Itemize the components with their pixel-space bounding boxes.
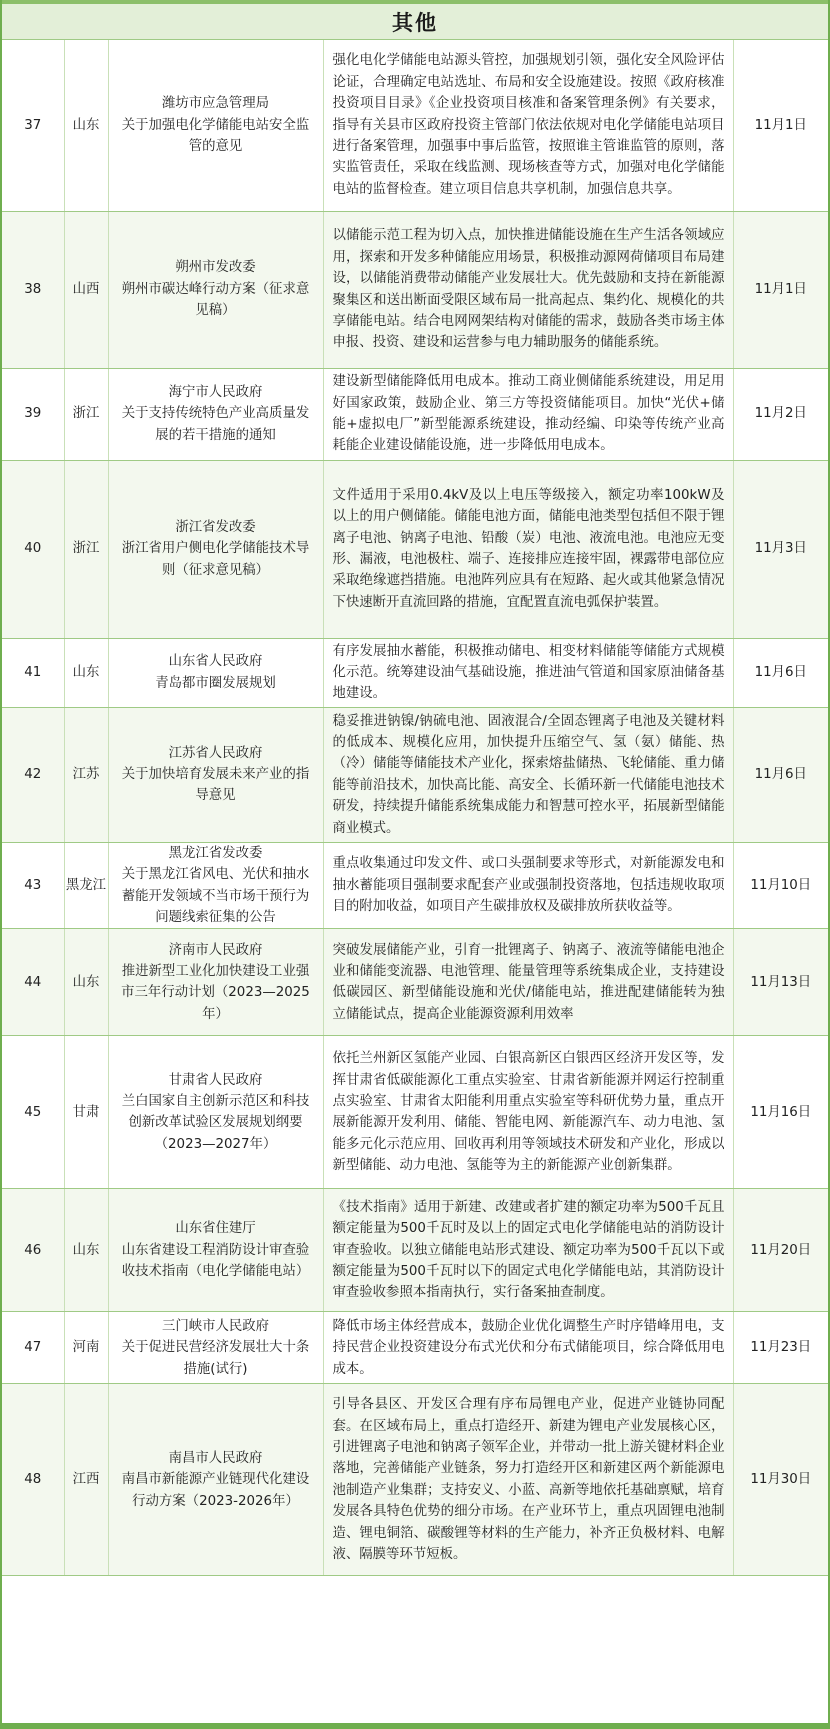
table-row <box>2 1189 828 1312</box>
row-issuer: 浙江省发改委 <box>175 519 256 535</box>
row-doc-title: 关于加强电化学储能电站安全监管的意见 <box>121 117 310 154</box>
row-document <box>108 368 323 460</box>
table-row <box>2 1384 828 1576</box>
row-date: 11月6日 <box>733 638 828 707</box>
row-province: 山东 <box>64 40 108 211</box>
section-header <box>2 0 828 40</box>
row-issuer: 南昌市人民政府 <box>168 1450 263 1466</box>
row-date: 11月1日 <box>733 211 828 368</box>
row-content: 有序发展抽水蓄能，积极推动储电、相变材料储能等储能方式规模化示范。统筹建设油气基础设施，推进油气管道和国家原油储备基地建设。 <box>323 638 733 707</box>
row-date: 11月2日 <box>733 368 828 460</box>
row-document <box>108 1036 323 1189</box>
row-issuer: 朔州市发改委 <box>175 260 256 276</box>
row-province: 山东 <box>64 638 108 707</box>
row-issuer: 济南市人民政府 <box>168 942 263 958</box>
row-number: 46 <box>2 1189 64 1312</box>
row-doc-title: 山东省建设工程消防设计审查验收技术指南（电化学储能电站） <box>121 1242 310 1280</box>
row-date: 11月13日 <box>733 929 828 1036</box>
row-issuer: 黑龙江省发改委 <box>168 845 263 861</box>
row-doc-title: 关于支持传统特色产业高质量发展的若干措施的通知 <box>121 406 310 443</box>
row-document <box>108 707 323 842</box>
table-row <box>2 638 828 707</box>
row-doc-title: 浙江省用户侧电化学储能技术导则（征求意见稿） <box>121 541 310 578</box>
row-document <box>108 40 323 211</box>
row-number: 42 <box>2 707 64 842</box>
row-date: 11月6日 <box>733 707 828 842</box>
row-content: 强化电化学储能电站源头管控，加强规划引领，强化安全风险评估论证，合理确定电站选址、布局和安全设施建设。按照《政府核准投资项目目录》《企业投资项目核准和备案管理条例》有关要求，指导有关县市区政府投资主管部门依法依规对电化学储能电站项目进行备案管理，加强事中事后监管，按照谁主管谁监管的原则，落实监管责任，采取在线监测、现场核查等方式，加强对电化学储能电站的监督检查。建立项目信息共享机制，加强信息共享。 <box>323 40 733 211</box>
row-province: 江西 <box>64 1384 108 1576</box>
row-province: 山西 <box>64 211 108 368</box>
row-date: 11月20日 <box>733 1189 828 1312</box>
row-document <box>108 1384 323 1576</box>
table-row <box>2 929 828 1036</box>
row-number: 48 <box>2 1384 64 1576</box>
row-doc-title: 关于黑龙江省风电、光伏和抽水蓄能开发领域不当市场干预行为问题线索征集的公告 <box>121 867 310 925</box>
row-document <box>108 638 323 707</box>
row-number: 41 <box>2 638 64 707</box>
row-content: 依托兰州新区氢能产业园、白银高新区白银西区经济开发区等，发挥甘肃省低碳能源化工重点实验室、甘肃省新能源并网运行控制重点实验室、甘肃省太阳能利用重点实验室等科研优势力量，重点开展新能源开发利用、储能、智能电网、新能源汽车、动力电池、氢能多元化示范应用、回收再利用等领域技术研发和产业化，形成以新型储能、动力电池、氢能等为主的新能源产业创新集群。 <box>323 1036 733 1189</box>
policy-table <box>2 40 828 1576</box>
row-doc-title: 兰白国家自主创新示范区和科技创新改革试验区发展规划纲要（2023—2027年） <box>121 1093 310 1152</box>
row-province: 河南 <box>64 1312 108 1384</box>
section-title: 其他 <box>392 10 438 35</box>
table-row <box>2 842 828 929</box>
row-number: 40 <box>2 460 64 638</box>
row-date: 11月23日 <box>733 1312 828 1384</box>
row-content: 文件适用于采用0.4kV及以上电压等级接入，额定功率100kW及以上的用户侧储能。储能电池方面，储能电池类型包括但不限于锂离子电池、钠离子电池、铅酸（炭）电池、液流电池。电池应无变形、漏液，电池极柱、端子、连接排应连接牢固，裸露带电部位应采取绝缘遮挡措施。电池阵列应具有在短路、起火或其他紧急情况下快速断开直流回路的措施，宜配置直流电弧保护装置。 <box>323 460 733 638</box>
row-doc-title: 推进新型工业化加快建设工业强市三年行动计划（2023—2025年） <box>121 963 310 1022</box>
row-content: 建设新型储能降低用电成本。推动工商业侧储能系统建设，用足用好国家政策，鼓励企业、第三方等投资储能项目。加快“光伏+储能+虚拟电厂”新型能源系统建设，推动经编、印染等传统产业高耗能企业建设储能设施，进一步降低用电成本。 <box>323 368 733 460</box>
bottom-border <box>2 1723 828 1729</box>
row-issuer: 山东省人民政府 <box>168 654 263 670</box>
row-content: 引导各县区、开发区合理有序布局锂电产业，促进产业链协同配套。在区域布局上，重点打造经开、新建为锂电产业发展核心区，引进锂离子电池和钠离子领军企业，并带动一批上游关键材料企业落地，完善储能产业链条，努力打造经开区和新建区两个新能源电池制造产业集群；支持安义、小蓝、高新等地依托基础禀赋，培育发展各具特色优势的细分市场。在产业环节上，重点巩固锂电池制造、锂电铜箔、碳酸锂等材料的生产能力，补齐正负极材料、电解液、隔膜等环节短板。 <box>323 1384 733 1576</box>
row-issuer: 山东省住建厅 <box>175 1221 256 1237</box>
row-province: 山东 <box>64 929 108 1036</box>
row-doc-title: 关于促进民营经济发展壮大十条措施(试行) <box>121 1340 310 1377</box>
table-row <box>2 460 828 638</box>
table-row <box>2 368 828 460</box>
row-content: 稳妥推进钠镍/钠硫电池、固液混合/全固态锂离子电池及关键材料的低成本、规模化应用，加快提升压缩空气、氢（氨）储能、热（冷）储能等储能技术产业化，探索熔盐储热、飞轮储能、重力储能等前沿技术，加快高比能、高安全、长循环新一代储能电池技术研发，持续提升储能系统集成能力和智慧可控水平，拓展新型储能商业模式。 <box>323 707 733 842</box>
row-date: 11月3日 <box>733 460 828 638</box>
table-row <box>2 211 828 368</box>
table-row <box>2 1036 828 1189</box>
row-number: 39 <box>2 368 64 460</box>
row-province: 浙江 <box>64 460 108 638</box>
table-row <box>2 40 828 211</box>
row-content: 以储能示范工程为切入点，加快推进储能设施在生产生活各领域应用，探索和开发多种储能应用场景，积极推动源网荷储项目布局建设，以储能消费带动储能产业发展壮大。优先鼓励和支持在新能源聚集区和送出断面受限区域布局一批高起点、集约化、规模化的共享储能电站。结合电网网架结构对储能的需求，鼓励各类市场主体申报、投资、建设和运营参与电力辅助服务的储能系统。 <box>323 211 733 368</box>
row-number: 38 <box>2 211 64 368</box>
row-number: 44 <box>2 929 64 1036</box>
row-number: 47 <box>2 1312 64 1384</box>
row-number: 43 <box>2 842 64 929</box>
row-doc-title: 青岛都市圈发展规划 <box>155 675 276 691</box>
row-issuer: 三门峡市人民政府 <box>161 1318 270 1334</box>
row-document <box>108 211 323 368</box>
row-date: 11月10日 <box>733 842 828 929</box>
table-row <box>2 1312 828 1384</box>
row-document <box>108 1189 323 1312</box>
row-province: 山东 <box>64 1189 108 1312</box>
row-date: 11月1日 <box>733 40 828 211</box>
row-number: 37 <box>2 40 64 211</box>
row-document <box>108 460 323 638</box>
row-document <box>108 929 323 1036</box>
row-doc-title: 南昌市新能源产业链现代化建设行动方案（2023-2026年） <box>121 1472 310 1509</box>
row-issuer: 海宁市人民政府 <box>168 384 263 400</box>
row-province: 浙江 <box>64 368 108 460</box>
row-issuer: 潍坊市应急管理局 <box>161 96 270 112</box>
row-issuer: 江苏省人民政府 <box>168 745 263 761</box>
row-issuer: 甘肃省人民政府 <box>168 1072 263 1088</box>
row-province: 江苏 <box>64 707 108 842</box>
row-province: 黑龙江 <box>64 842 108 929</box>
table-row <box>2 707 828 842</box>
row-date: 11月16日 <box>733 1036 828 1189</box>
row-content: 《技术指南》适用于新建、改建或者扩建的额定功率为500千瓦且额定能量为500千瓦时及以上的固定式电化学储能电站的消防设计审查验收。以独立储能电站形式建设、额定功率为500千瓦以下或额定能量为500千瓦时以下的固定式电化学储能电站，其消防设计审查验收参照本指南执行，实行备案抽查制度。 <box>323 1189 733 1312</box>
row-province: 甘肃 <box>64 1036 108 1189</box>
row-document <box>108 842 323 929</box>
row-content: 重点收集通过印发文件、或口头强制要求等形式，对新能源发电和抽水蓄能项目强制要求配套产业或强制投资落地，包括违规收取项目的附加收益，如项目产生碳排放权及碳排放所获收益等。 <box>323 842 733 929</box>
row-doc-title: 朔州市碳达峰行动方案（征求意见稿） <box>121 281 310 319</box>
row-doc-title: 关于加快培育发展未来产业的指导意见 <box>121 767 310 804</box>
row-document <box>108 1312 323 1384</box>
row-content: 突破发展储能产业，引育一批锂离子、钠离子、液流等储能电池企业和储能变流器、电池管理、能量管理等系统集成企业，支持建设低碳园区、新型储能设施和光伏/储能电站，推进配建储能转为独立储能试点，提高企业能源资源利用效率 <box>323 929 733 1036</box>
row-content: 降低市场主体经营成本，鼓励企业优化调整生产时序错峰用电，支持民营企业投资建设分布式光伏和分布式储能项目，综合降低用电成本。 <box>323 1312 733 1384</box>
row-number: 45 <box>2 1036 64 1189</box>
row-date: 11月30日 <box>733 1384 828 1576</box>
